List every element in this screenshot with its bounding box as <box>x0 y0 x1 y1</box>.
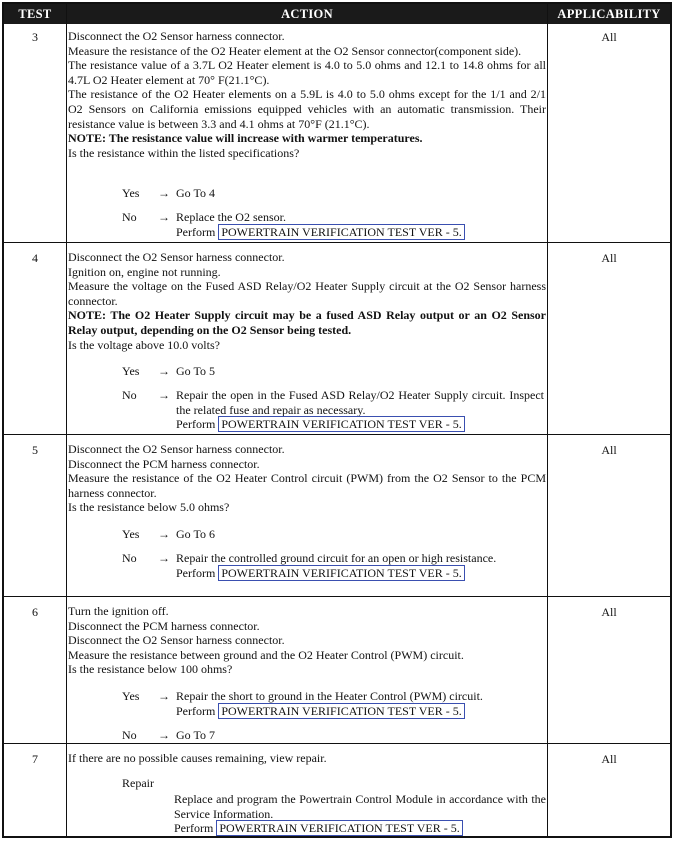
arrow-icon: → <box>158 527 170 541</box>
repair-result <box>174 792 546 836</box>
yes-label: Yes <box>122 186 140 200</box>
yes-result <box>122 186 552 201</box>
applicability-value: All <box>601 443 617 457</box>
question: Is the resistance below 5.0 ohms? <box>68 500 230 515</box>
applicability-value: All <box>601 30 617 44</box>
yes-text: Repair the short to ground in the Heater Control (PWM) circuit. <box>176 689 483 703</box>
row-divider <box>4 242 670 243</box>
action-line: Measure the resistance between ground and the O2 Heater Control (PWM) circuit. <box>68 647 464 662</box>
applicability-value: All <box>601 251 617 265</box>
action-line: Turn the ignition off. <box>68 604 169 618</box>
applicability-value: All <box>601 605 617 619</box>
action-text <box>68 751 546 766</box>
verification-test-link[interactable]: POWERTRAIN VERIFICATION TEST VER - 5. <box>218 703 464 719</box>
no-result <box>122 210 552 239</box>
action-line: Disconnect the PCM harness connector. <box>68 618 260 633</box>
applicability-value: All <box>601 752 617 766</box>
verification-test-link[interactable]: POWERTRAIN VERIFICATION TEST VER - 5. <box>218 565 464 581</box>
no-text: Replace the O2 sensor. <box>176 210 286 224</box>
action-line: The resistance of the O2 Heater elements on a 5.9L is 4.0 to 5.0 ohms except for the 1/1 and 2/1 O2 Sensors on California emissions equipped vehicles with an automatic transmission. Their resistance value is between 3.3 and 4.1 ohms at 70°F (21.1°C). <box>68 87 546 131</box>
no-label: No <box>122 388 137 402</box>
header-test: TEST <box>18 7 52 21</box>
action-line: Measure the resistance of the O2 Heater element at the O2 Sensor connector(component side). <box>68 43 522 58</box>
no-label: No <box>122 728 137 742</box>
no-label: No <box>122 551 137 565</box>
action-text <box>68 604 546 677</box>
perform-label: Perform <box>176 565 216 580</box>
yes-text: Go To 6 <box>176 527 215 541</box>
yes-label: Yes <box>122 364 140 378</box>
note: NOTE: The O2 Heater Supply circuit may be a fused ASD Relay output or an O2 Sensor Relay output, depending on the O2 Sensor being tested. <box>68 308 546 337</box>
yes-text: Go To 5 <box>176 364 215 378</box>
test-number: 6 <box>32 605 38 619</box>
arrow-icon: → <box>158 364 170 378</box>
action-text <box>68 442 546 515</box>
no-result <box>122 551 552 580</box>
column-divider <box>66 4 67 836</box>
verification-test-link[interactable]: POWERTRAIN VERIFICATION TEST VER - 5. <box>218 416 464 432</box>
no-text: Repair the open in the Fused ASD Relay/O2 Heater Supply circuit. Inspect the related fuse and repair as necessary. <box>176 388 544 417</box>
header-applicability: APPLICABILITY <box>557 7 661 21</box>
action-line: Disconnect the O2 Sensor harness connector. <box>68 250 285 264</box>
test-number: 4 <box>32 251 38 265</box>
arrow-icon: → <box>158 689 170 703</box>
question: Is the resistance within the listed specifications? <box>68 145 300 160</box>
perform-label: Perform <box>174 821 214 836</box>
note: NOTE: The resistance value will increase with warmer temperatures. <box>68 131 423 146</box>
arrow-icon: → <box>158 728 170 742</box>
yes-result <box>122 364 552 379</box>
perform-label: Perform <box>176 224 216 239</box>
test-number: 3 <box>32 30 38 44</box>
no-label: No <box>122 210 137 224</box>
action-text <box>68 250 546 352</box>
repair-label: Repair <box>122 776 154 790</box>
perform-label: Perform <box>176 703 216 718</box>
yes-label: Yes <box>122 527 140 541</box>
action-line: Ignition on, engine not running. <box>68 264 221 279</box>
repair-text: Replace and program the Powertrain Control Module in accordance with the Service Information. <box>174 792 546 821</box>
diagnostic-table <box>2 2 672 838</box>
arrow-icon: → <box>158 210 170 224</box>
table-header <box>4 4 670 24</box>
no-text: Go To 7 <box>176 728 215 742</box>
verification-test-link[interactable]: POWERTRAIN VERIFICATION TEST VER - 5. <box>218 224 464 240</box>
yes-label: Yes <box>122 689 140 703</box>
action-line: If there are no possible causes remaining, view repair. <box>68 751 327 765</box>
test-number: 7 <box>32 752 38 766</box>
question: Is the voltage above 10.0 volts? <box>68 337 220 352</box>
arrow-icon: → <box>158 551 170 565</box>
yes-text: Go To 4 <box>176 186 215 200</box>
action-text <box>68 29 546 160</box>
action-line: Disconnect the PCM harness connector. <box>68 456 260 471</box>
yes-result <box>122 527 552 542</box>
row-divider <box>4 596 670 597</box>
action-line: The resistance value of a 3.7L O2 Heater element is 4.0 to 5.0 ohms and 12.1 to 14.8 ohms for all 4.7L O2 Heater element at 70° F(21.1°C). <box>68 58 546 87</box>
action-line: Disconnect the O2 Sensor harness connector. <box>68 633 285 648</box>
arrow-icon: → <box>158 388 170 402</box>
yes-result <box>122 689 552 718</box>
no-text: Repair the controlled ground circuit for an open or high resistance. <box>176 551 497 565</box>
perform-label: Perform <box>176 417 216 432</box>
no-result <box>122 388 552 432</box>
header-action: ACTION <box>281 7 333 21</box>
no-result <box>122 728 552 743</box>
question: Is the resistance below 100 ohms? <box>68 662 233 677</box>
verification-test-link[interactable]: POWERTRAIN VERIFICATION TEST VER - 5. <box>216 820 462 836</box>
action-line: Disconnect the O2 Sensor harness connector. <box>68 442 285 456</box>
row-divider <box>4 434 670 435</box>
action-line: Disconnect the O2 Sensor harness connector. <box>68 29 285 43</box>
action-line: Measure the voltage on the Fused ASD Relay/O2 Heater Supply circuit at the O2 Sensor harness connector. <box>68 279 546 308</box>
test-number: 5 <box>32 443 38 457</box>
action-line: Measure the resistance of the O2 Heater Control circuit (PWM) from the O2 Sensor to the PCM harness connector. <box>68 471 546 500</box>
row-divider <box>4 743 670 744</box>
arrow-icon: → <box>158 186 170 200</box>
